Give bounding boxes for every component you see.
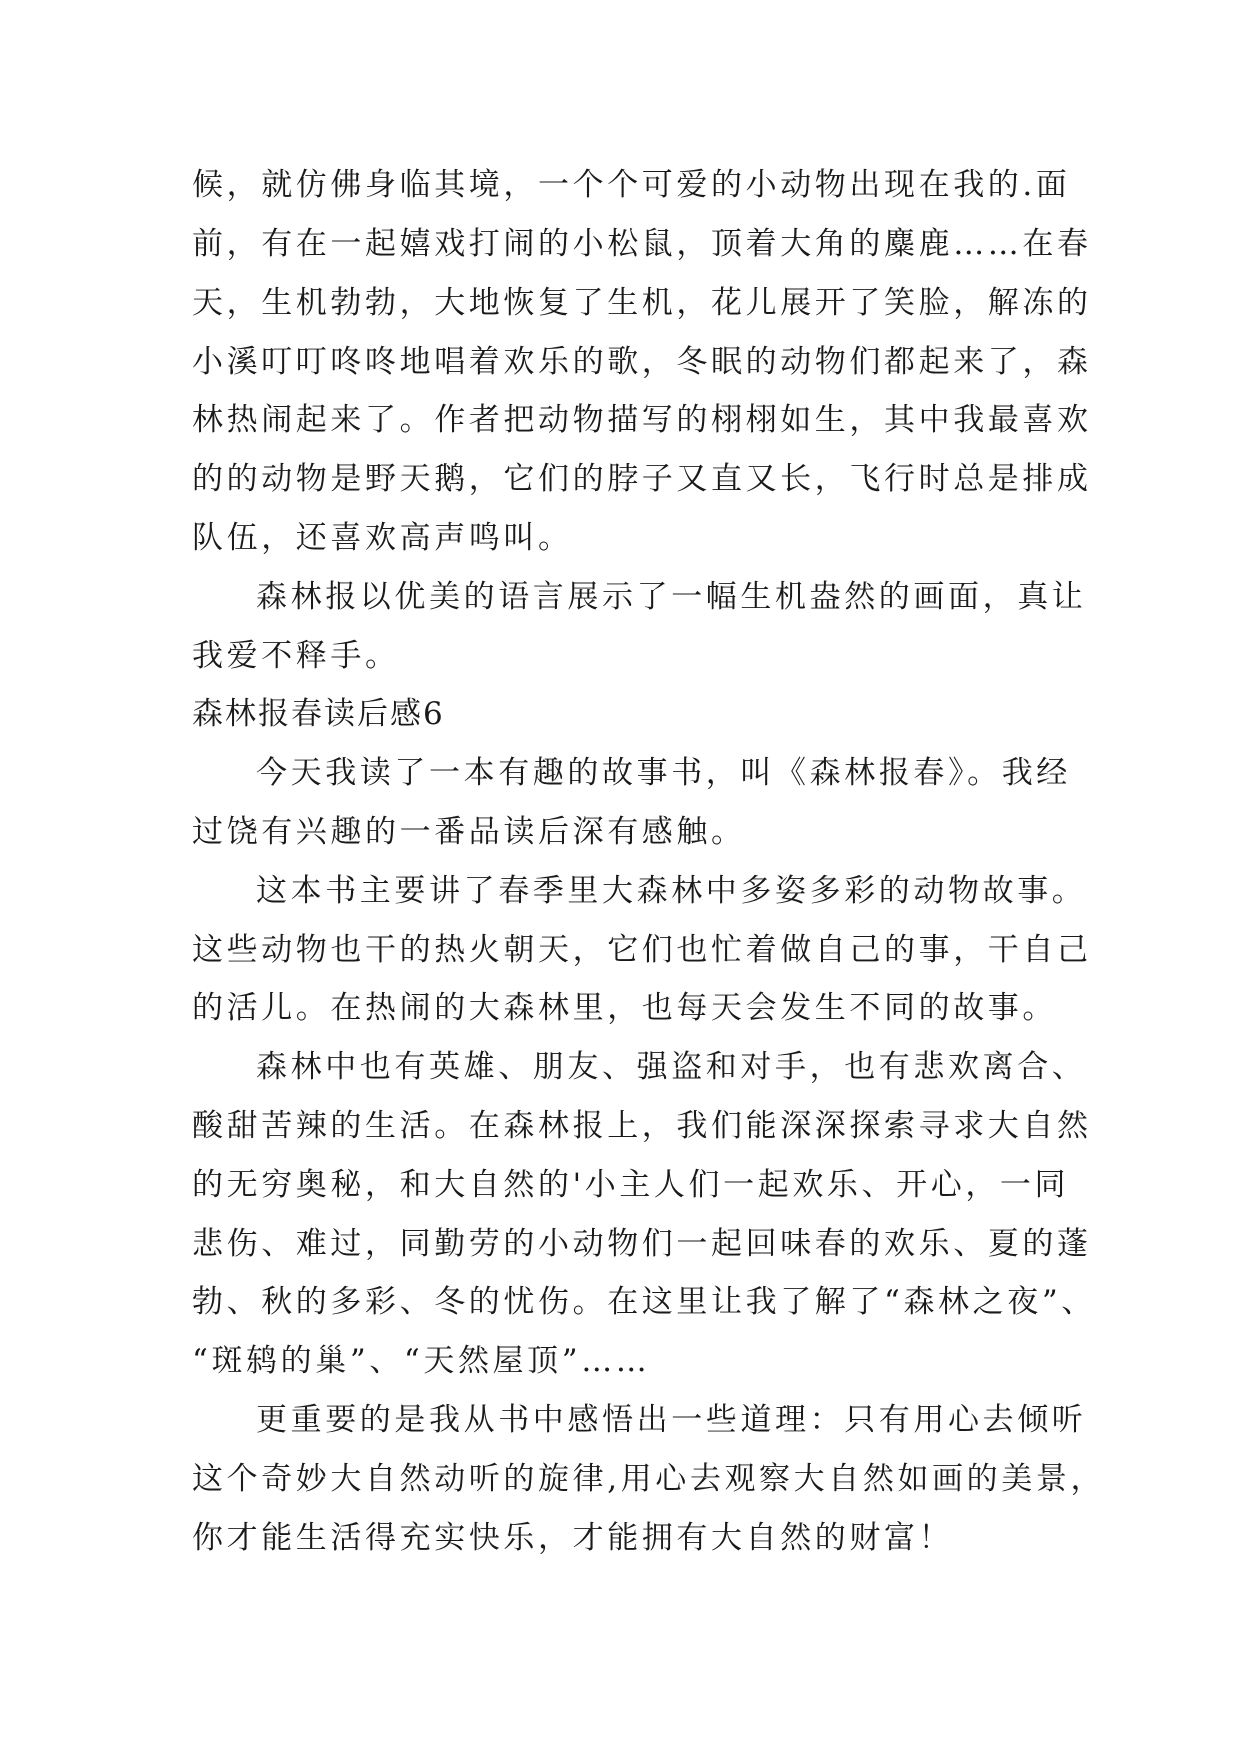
text-line: 更重要的是我从书中感悟出一些道理：只有用心去倾听 — [256, 1402, 1087, 1438]
text-line: 这本书主要讲了春季里大森林中多姿多彩的动物故事。 — [256, 873, 1087, 909]
text-line: 林热闹起来了。作者把动物描写的栩栩如生，其中我最喜欢 — [192, 402, 1092, 438]
text-line: 天，生机勃勃，大地恢复了生机，花儿展开了笑脸，解冻的 — [192, 285, 1092, 321]
text-line: 悲伤、难过，同勤劳的小动物们一起回味春的欢乐、夏的蓬 — [192, 1226, 1092, 1262]
text-line: 的活儿。在热闹的大森林里，也每天会发生不同的故事。 — [192, 990, 1057, 1026]
text-line: 森林报以优美的语言展示了一幅生机盎然的画面，真让 — [256, 579, 1087, 615]
text-line: 森林中也有英雄、朋友、强盗和对手，也有悲欢离合、 — [256, 1049, 1087, 1085]
text-line: 今天我读了一本有趣的故事书，叫《森林报春》。我经 — [256, 755, 1071, 791]
text-line: 小溪叮叮咚咚地唱着欢乐的歌，冬眠的动物们都起来了，森 — [192, 344, 1092, 380]
text-line: 你才能生活得充实快乐，才能拥有大自然的财富！ — [192, 1520, 954, 1556]
text-line: 候，就仿佛身临其境，一个个可爱的小动物出现在我的.面 — [192, 167, 1071, 203]
text-line: 的无穷奥秘，和大自然的'小主人们一起欢乐、开心，一同 — [192, 1167, 1070, 1203]
text-line: 酸甜苦辣的生活。在森林报上，我们能深深探索寻求大自然 — [192, 1108, 1092, 1144]
text-line: 的的动物是野天鹅，它们的脖子又直又长，飞行时总是排成 — [192, 461, 1092, 497]
text-line: 我爱不释手。 — [192, 638, 400, 674]
text-line: “斑鸫的巢”、“天然屋顶”…… — [192, 1343, 651, 1379]
section-heading: 森林报春读后感6 — [192, 696, 445, 732]
text-line: 过饶有兴趣的一番品读后深有感触。 — [192, 814, 746, 850]
text-line: 前，有在一起嬉戏打闹的小松鼠，顶着大角的麋鹿……在春 — [192, 226, 1092, 262]
text-line: 勃、秋的多彩、冬的忧伤。在这里让我了解了“森林之夜”、 — [192, 1284, 1096, 1320]
text-line: 队伍，还喜欢高声鸣叫。 — [192, 520, 573, 556]
text-line: 这个奇妙大自然动听的旋律,用心去观察大自然如画的美景， — [192, 1461, 1106, 1497]
text-line: 这些动物也干的热火朝天，它们也忙着做自己的事，干自己 — [192, 932, 1092, 968]
